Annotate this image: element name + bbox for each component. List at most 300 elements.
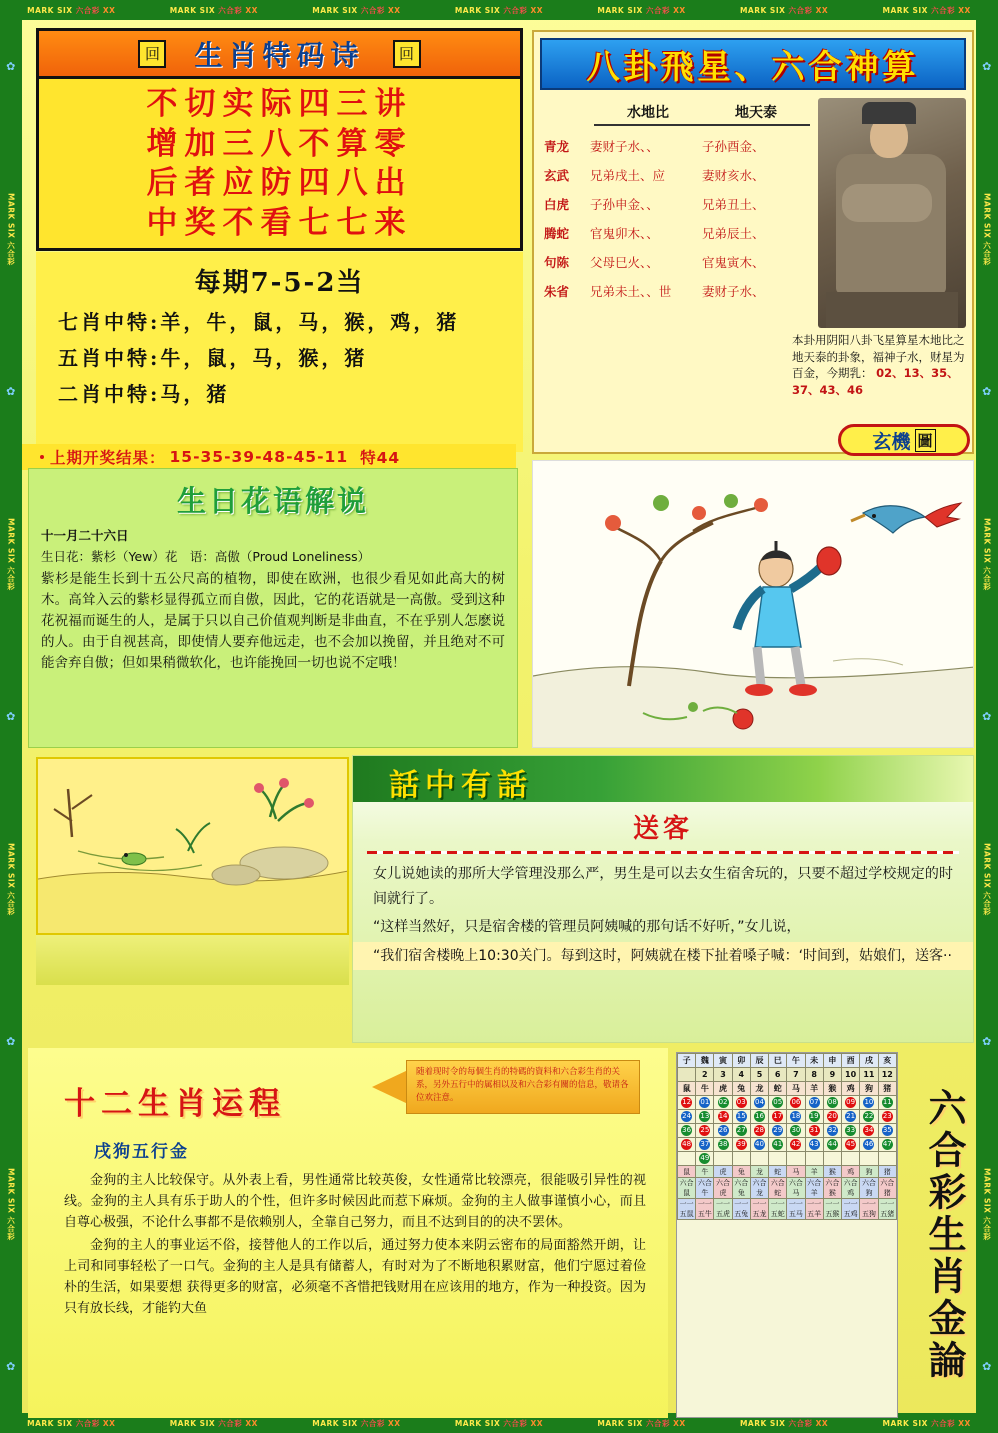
table-cell xyxy=(805,1138,823,1152)
table-cell: 卯 xyxy=(732,1054,750,1068)
table-cell: 狗 xyxy=(860,1166,878,1178)
result-label: 上期开奖结果： xyxy=(50,449,166,467)
table-row xyxy=(678,1082,897,1096)
table-cell: 2 xyxy=(696,1068,714,1082)
table-row xyxy=(678,1124,897,1138)
joke-paragraph: “我们宿舍楼晚上10:30关门。每到这时，阿姨就在楼下扯着嗓子喊：‘时间到，姑娘们，送客·· xyxy=(353,942,973,971)
bagua-row-right: 妻财亥水、 xyxy=(702,168,765,183)
illustration-boy-bird xyxy=(532,460,974,748)
table-cell: 兔 xyxy=(732,1166,750,1178)
bagua-row xyxy=(544,224,824,242)
bagua-row-right: 兄弟丑土、 xyxy=(702,197,765,212)
bullet-icon xyxy=(40,455,44,459)
table-cell: 一一五牛 xyxy=(696,1199,714,1220)
number-ball: 42 xyxy=(791,1140,801,1148)
number-ball: 09 xyxy=(846,1098,856,1106)
number-ball: 17 xyxy=(773,1112,783,1120)
number-ball: 35 xyxy=(882,1126,892,1134)
table-cell: 马 xyxy=(787,1166,805,1178)
table-cell xyxy=(769,1110,787,1124)
table-cell: 六合龙 xyxy=(750,1178,768,1199)
zodiac-paragraph: 金狗的主人的事业运不俗，接替他人的工作以后，通过努力使本来阴云密布的局面豁然开朗，让上司和同事轻松了一口气。金狗的主人是具有储蓄人，有时对为了不断地积累财富，他们宁愿过着俭朴的生活，如果要想 获得更多的财富，必须毫不吝惜把钱财用在应该用的地方，作为一种投资。因为只有放长线，才能钓大鱼 xyxy=(64,1238,646,1317)
border-mark: MARK SIX 六合彩 xyxy=(6,192,16,266)
number-ball: 26 xyxy=(718,1126,728,1134)
border-mark: MARK SIX 六合彩 XX xyxy=(27,1418,116,1428)
number-ball: 33 xyxy=(846,1126,856,1134)
number-ball: 44 xyxy=(827,1140,837,1148)
border-mark: MARK SIX 六合彩 XX xyxy=(312,5,401,15)
number-ball: 12 xyxy=(682,1098,692,1106)
last-draw-result xyxy=(22,444,516,470)
table-cell xyxy=(805,1124,823,1138)
table-cell: 虎 xyxy=(714,1082,732,1096)
table-cell: 狗 xyxy=(860,1082,878,1096)
table-cell xyxy=(823,1124,841,1138)
number-ball: 10 xyxy=(864,1098,874,1106)
hits-row: 二肖中特:马，猪 xyxy=(58,382,230,406)
zodiac-number-table xyxy=(676,1052,898,1418)
table-cell: 一一五鸡 xyxy=(841,1199,859,1220)
table-cell: 魏 xyxy=(696,1054,714,1068)
table-cell: 鸡 xyxy=(841,1166,859,1178)
table-row xyxy=(678,1152,897,1166)
poem-panel xyxy=(36,28,523,251)
table-cell: 酉 xyxy=(841,1054,859,1068)
table-cell xyxy=(823,1138,841,1152)
table-cell: 龙 xyxy=(750,1166,768,1178)
number-ball: 05 xyxy=(773,1098,783,1106)
border-mark: MARK SIX 六合彩 XX xyxy=(739,1418,829,1428)
table-cell: 一一五虎 xyxy=(714,1199,732,1220)
table-cell: 未 xyxy=(805,1054,823,1068)
table-cell: 10 xyxy=(841,1068,859,1082)
number-ball: 40 xyxy=(755,1140,764,1148)
bagua-row-left: 兄弟未土、、世 xyxy=(590,284,672,299)
flower-icon: ✿ xyxy=(6,1035,16,1049)
poem-line: 不切实际四三讲 xyxy=(146,86,413,122)
bagua-col-header: 水地比 xyxy=(594,102,702,126)
table-cell xyxy=(714,1096,732,1110)
number-ball: 38 xyxy=(718,1140,728,1148)
number-ball: 02 xyxy=(718,1098,728,1106)
table-cell xyxy=(714,1110,732,1124)
bagua-note-numbers: 02、13、35、37、43、46 xyxy=(792,366,959,398)
table-cell: 六合兔 xyxy=(732,1178,750,1199)
table-row xyxy=(678,1054,897,1068)
number-ball: 25 xyxy=(700,1126,710,1134)
flower-icon: ✿ xyxy=(982,1360,992,1374)
hits-panel xyxy=(36,252,523,452)
border-mark: MARK SIX 六合彩 xyxy=(982,1167,992,1241)
xuanji-suffix: 圖 xyxy=(915,429,936,452)
table-cell xyxy=(696,1110,714,1124)
table-cell: 12 xyxy=(878,1068,896,1082)
bagua-row-label: 青龙 xyxy=(544,139,570,154)
table-cell xyxy=(696,1138,714,1152)
poem-line: 增加三八不算零 xyxy=(146,125,413,162)
table-cell xyxy=(805,1096,823,1110)
table-cell xyxy=(841,1110,859,1124)
table-cell xyxy=(678,1068,696,1082)
table-cell xyxy=(787,1138,805,1152)
table-cell: 午 xyxy=(787,1054,805,1068)
number-ball: 24 xyxy=(682,1112,692,1120)
table-cell xyxy=(841,1138,859,1152)
table-cell: 鸡 xyxy=(841,1082,859,1096)
table-cell: 3 xyxy=(714,1068,732,1082)
table-cell xyxy=(732,1152,750,1166)
poem-lines xyxy=(39,79,520,244)
table-cell xyxy=(678,1110,696,1124)
table-cell: 六合鸡 xyxy=(841,1178,859,1199)
table-cell xyxy=(714,1152,732,1166)
zodiac-title: 十二生肖运程 xyxy=(64,1086,286,1122)
table-cell xyxy=(860,1152,878,1166)
table-cell xyxy=(860,1110,878,1124)
table-cell: 六合虎 xyxy=(714,1178,732,1199)
birthday-flower-meta: 生日花：紫杉（Yew）花 语：高傲（Proud Loneliness） xyxy=(41,549,371,564)
bagua-row-left: 官鬼卯木、、 xyxy=(590,226,659,241)
table-cell: 一一五狗 xyxy=(860,1199,878,1220)
table-cell: 一一五鼠 xyxy=(678,1199,696,1220)
table-cell xyxy=(787,1110,805,1124)
table-cell xyxy=(696,1124,714,1138)
table-cell: 虎 xyxy=(714,1166,732,1178)
table-cell: 亥 xyxy=(878,1054,896,1068)
table-cell: 牛 xyxy=(696,1166,714,1178)
table-cell: 龙 xyxy=(750,1082,768,1096)
number-ball: 08 xyxy=(827,1098,837,1106)
bagua-row xyxy=(544,282,824,300)
number-ball: 47 xyxy=(882,1140,892,1148)
border-mark: MARK SIX 六合彩 XX xyxy=(312,1418,401,1428)
number-ball: 43 xyxy=(809,1140,819,1148)
poem-title: 生肖特码诗 xyxy=(194,38,365,72)
bagua-row xyxy=(544,195,824,213)
number-ball: 27 xyxy=(736,1126,746,1134)
joke-divider xyxy=(367,851,959,854)
hits-row: 七肖中特:羊，牛，鼠，马，猴，鸡，猪 xyxy=(58,310,460,334)
table-cell: 鼠 xyxy=(678,1082,696,1096)
table-cell: 六合狗 xyxy=(860,1178,878,1199)
table-cell: 一一五猴 xyxy=(823,1199,841,1220)
table-cell xyxy=(841,1096,859,1110)
table-cell: 六合鼠 xyxy=(678,1178,696,1199)
table-cell xyxy=(787,1152,805,1166)
bagua-row-label: 朱省 xyxy=(544,284,570,299)
table-cell xyxy=(860,1138,878,1152)
number-ball: 11 xyxy=(882,1098,892,1106)
birthday-flower-panel xyxy=(28,468,518,748)
table-cell: 8 xyxy=(805,1068,823,1082)
bagua-row-left: 子孙申金、、 xyxy=(590,197,659,212)
table-row xyxy=(678,1096,897,1110)
border-left xyxy=(0,0,22,1433)
border-mark: MARK SIX 六合彩 xyxy=(982,517,992,591)
poem-line: 后者应防四八出 xyxy=(146,165,413,202)
table-cell: 六合猪 xyxy=(878,1178,896,1199)
table-cell xyxy=(750,1096,768,1110)
table-cell xyxy=(878,1138,896,1152)
bagua-row-right: 妻财子水、 xyxy=(702,284,765,299)
table-cell xyxy=(823,1110,841,1124)
number-ball: 46 xyxy=(864,1140,874,1148)
table-cell: 11 xyxy=(860,1068,878,1082)
bagua-row xyxy=(544,166,824,184)
bagua-note-text: 本卦用阴阳八卦飞星算星木地比之地天泰的卦象，福神子水，财星为百金，今期乳： xyxy=(792,333,965,381)
bagua-title: 八卦飛星、六合神算 xyxy=(586,46,920,86)
table-cell: 戌 xyxy=(860,1054,878,1068)
flower-icon: ✿ xyxy=(6,59,16,73)
table-cell xyxy=(714,1138,732,1152)
table-cell: 子 xyxy=(678,1054,696,1068)
number-ball: 23 xyxy=(882,1112,892,1120)
table-cell: 巳 xyxy=(769,1054,787,1068)
border-mark: MARK SIX 六合彩 XX xyxy=(882,1418,971,1428)
border-mark: MARK SIX 六合彩 xyxy=(6,842,16,916)
number-ball: 34 xyxy=(864,1126,874,1134)
table-cell: 鼠 xyxy=(678,1166,696,1178)
bagua-row-right: 兄弟辰土、 xyxy=(702,226,765,241)
number-ball: 07 xyxy=(809,1098,819,1106)
flower-icon: ✿ xyxy=(982,710,992,723)
table-cell xyxy=(732,1096,750,1110)
sage-illustration xyxy=(818,98,966,328)
bagua-row-label: 句陈 xyxy=(544,255,570,270)
border-mark: MARK SIX 六合彩 XX xyxy=(169,1418,258,1428)
number-ball: 04 xyxy=(755,1098,764,1106)
bagua-row-label: 腾蛇 xyxy=(544,226,570,241)
table-cell xyxy=(678,1096,696,1110)
table-cell: 六合马 xyxy=(787,1178,805,1199)
hits-row: 五肖中特:牛，鼠，马，猴，猪 xyxy=(58,346,368,370)
table-cell xyxy=(732,1124,750,1138)
table-row xyxy=(678,1178,897,1199)
border-mark: MARK SIX 六合彩 XX xyxy=(597,5,686,15)
number-ball: 20 xyxy=(827,1112,837,1120)
border-mark: MARK SIX 六合彩 XX xyxy=(739,5,829,15)
table-cell: 猪 xyxy=(878,1166,896,1178)
table-cell: 一一五马 xyxy=(787,1199,805,1220)
table-cell: 一一五猪 xyxy=(878,1199,896,1220)
birthday-flower-date: 十一月二十六日 xyxy=(41,528,129,543)
bagua-row-right: 子孙酉金、 xyxy=(702,139,765,154)
joke-paragraph: “这样当然好，只是宿舍楼的管理员阿姨喊的那句话不好听，”女儿说， xyxy=(373,919,801,935)
table-cell xyxy=(841,1124,859,1138)
number-table xyxy=(677,1053,897,1220)
table-cell xyxy=(769,1096,787,1110)
bagua-row-label: 玄武 xyxy=(544,168,570,183)
table-row xyxy=(678,1138,897,1152)
sage-hat xyxy=(862,102,916,124)
hits-title: 每期7-5-2当 xyxy=(194,268,365,298)
number-ball: 19 xyxy=(809,1112,819,1120)
table-cell xyxy=(823,1096,841,1110)
table-cell xyxy=(860,1124,878,1138)
number-ball: 39 xyxy=(736,1140,746,1148)
table-cell: 一一五羊 xyxy=(805,1199,823,1220)
birthday-flower-title: 生日花语解说 xyxy=(176,484,369,518)
number-ball: 37 xyxy=(700,1140,710,1148)
table-cell xyxy=(750,1124,768,1138)
table-cell xyxy=(769,1152,787,1166)
border-mark: MARK SIX 六合彩 xyxy=(982,842,992,916)
border-mark: MARK SIX 六合彩 xyxy=(6,517,16,591)
border-mark: MARK SIX 六合彩 XX xyxy=(882,5,971,15)
result-numbers: 15-35-39-48-45-11 xyxy=(169,448,349,466)
border-mark: MARK SIX 六合彩 XX xyxy=(454,5,544,15)
number-ball: 49 xyxy=(700,1154,710,1162)
table-cell: 辰 xyxy=(750,1054,768,1068)
corner-left-icon: 回 xyxy=(138,40,166,68)
table-cell: 兔 xyxy=(732,1082,750,1096)
sage-robe xyxy=(836,154,946,294)
table-cell xyxy=(878,1152,896,1166)
table-cell xyxy=(714,1124,732,1138)
table-cell: 猪 xyxy=(878,1082,896,1096)
border-mark: MARK SIX 六合彩 XX xyxy=(454,1418,544,1428)
bagua-columns xyxy=(544,102,824,300)
number-ball: 16 xyxy=(755,1112,764,1120)
table-cell: 申 xyxy=(823,1054,841,1068)
bagua-row xyxy=(544,253,824,271)
joke-header xyxy=(353,756,973,802)
flower-icon: ✿ xyxy=(6,1360,16,1374)
bagua-row-label: 白虎 xyxy=(544,197,570,212)
corner-right-icon: 回 xyxy=(393,40,421,68)
border-mark: MARK SIX 六合彩 XX xyxy=(27,5,116,15)
table-cell xyxy=(860,1096,878,1110)
border-mark: MARK SIX 六合彩 xyxy=(982,192,992,266)
illustration-pond xyxy=(36,757,349,935)
number-ball: 48 xyxy=(682,1140,692,1148)
bagua-col-headers xyxy=(544,102,824,126)
border-mark: MARK SIX 六合彩 XX xyxy=(597,1418,686,1428)
sage-base xyxy=(826,292,958,328)
number-ball: 03 xyxy=(736,1098,746,1106)
table-cell: 6 xyxy=(769,1068,787,1082)
xuanji-badge[interactable] xyxy=(838,424,970,456)
number-ball: 21 xyxy=(846,1112,856,1120)
joke-panel xyxy=(352,755,974,1043)
number-ball: 01 xyxy=(700,1098,710,1106)
table-cell: 六合羊 xyxy=(805,1178,823,1199)
table-cell xyxy=(732,1110,750,1124)
table-cell: 寅 xyxy=(714,1054,732,1068)
table-cell: 一一五龙 xyxy=(750,1199,768,1220)
bagua-col-header: 地天泰 xyxy=(702,102,810,126)
table-cell xyxy=(805,1152,823,1166)
table-cell: 猴 xyxy=(823,1082,841,1096)
table-cell: 六合蛇 xyxy=(769,1178,787,1199)
table-cell xyxy=(678,1152,696,1166)
poem-header xyxy=(39,31,520,79)
table-cell xyxy=(678,1124,696,1138)
table-cell: 牛 xyxy=(696,1082,714,1096)
table-cell xyxy=(678,1138,696,1152)
joke-subtitle: 送客 xyxy=(632,814,693,844)
xuanji-label: 玄機 xyxy=(872,430,911,453)
number-ball: 14 xyxy=(718,1112,728,1120)
bagua-row-left: 父母巳火、、 xyxy=(590,255,659,270)
poem-line: 中奖不看七七来 xyxy=(146,205,413,242)
flower-icon: ✿ xyxy=(982,384,992,398)
table-cell xyxy=(787,1096,805,1110)
number-ball: 45 xyxy=(846,1140,856,1148)
number-ball: 31 xyxy=(809,1126,819,1134)
table-row xyxy=(678,1199,897,1220)
table-cell xyxy=(805,1110,823,1124)
table-row xyxy=(678,1166,897,1178)
table-cell xyxy=(769,1124,787,1138)
table-cell xyxy=(750,1110,768,1124)
table-cell: 六合牛 xyxy=(696,1178,714,1199)
table-cell: 羊 xyxy=(805,1166,823,1178)
table-cell xyxy=(878,1110,896,1124)
joke-paragraph: 女儿说她读的那所大学管理没那么严，男生是可以去女生宿舍玩的，只要不超过学校规定的时间就行了。 xyxy=(373,866,953,907)
bagua-row-left: 兄弟戌土、应 xyxy=(590,168,666,183)
table-cell xyxy=(769,1138,787,1152)
table-cell: 4 xyxy=(732,1068,750,1082)
table-cell xyxy=(750,1152,768,1166)
illustration-svg xyxy=(533,461,974,748)
illustration-pond-footer xyxy=(36,935,349,985)
number-ball: 32 xyxy=(827,1126,837,1134)
table-cell: 猴 xyxy=(823,1166,841,1178)
number-ball: 22 xyxy=(864,1112,874,1120)
number-ball: 30 xyxy=(791,1126,801,1134)
number-ball: 13 xyxy=(700,1112,710,1120)
table-cell: 5 xyxy=(750,1068,768,1082)
table-cell xyxy=(750,1138,768,1152)
bagua-body xyxy=(534,96,972,396)
number-ball: 18 xyxy=(791,1112,801,1120)
border-top xyxy=(0,0,998,20)
table-cell xyxy=(878,1124,896,1138)
border-mark: MARK SIX 六合彩 XX xyxy=(169,5,258,15)
table-cell xyxy=(823,1152,841,1166)
number-ball: 06 xyxy=(791,1098,801,1106)
table-cell xyxy=(696,1096,714,1110)
illustration-pond-svg xyxy=(38,759,348,934)
table-row xyxy=(678,1110,897,1124)
flower-icon: ✿ xyxy=(6,710,16,723)
table-cell xyxy=(696,1152,714,1166)
joke-title: 話中有話 xyxy=(389,768,533,803)
flower-icon: ✿ xyxy=(6,384,16,398)
border-right xyxy=(976,0,998,1433)
ribbon-banner xyxy=(372,1060,640,1122)
table-cell: 9 xyxy=(823,1068,841,1082)
zodiac-paragraph: 金狗的主人比较保守。从外表上看，男性通常比较英俊，女性通常比较漂亮，很能吸引异性的视线。金狗的主人具有乐于助人的个性，但许多时候因此而惹下麻烦。金狗的主人做事谨慎小心，而且自尊心极强，不论什么事都不是依赖别人，全靠自己努力，而且不达到目的的决不罢休。 xyxy=(64,1173,646,1231)
border-mark: MARK SIX 六合彩 xyxy=(6,1167,16,1241)
ribbon-text: 随着现时令的每個生肖的特碼的資料和六合彩生肖的关系，另外五行中的属相以及和六合彩有關的信息，敬请各位欢注意。 xyxy=(416,1067,629,1103)
bagua-note xyxy=(792,332,972,399)
zodiac-subtitle: 戌狗五行金 xyxy=(94,1142,189,1162)
table-cell: 羊 xyxy=(805,1082,823,1096)
table-cell xyxy=(732,1138,750,1152)
table-cell: 一一五兔 xyxy=(732,1199,750,1220)
table-cell: 蛇 xyxy=(769,1166,787,1178)
bagua-header xyxy=(540,38,966,90)
flower-icon: ✿ xyxy=(982,59,992,73)
table-cell: 一一五蛇 xyxy=(769,1199,787,1220)
vertical-title: 六合彩生肖金論 xyxy=(922,1088,967,1382)
number-ball: 41 xyxy=(773,1140,783,1148)
table-cell xyxy=(878,1096,896,1110)
sage-arm xyxy=(842,184,932,222)
bagua-row xyxy=(544,137,824,155)
